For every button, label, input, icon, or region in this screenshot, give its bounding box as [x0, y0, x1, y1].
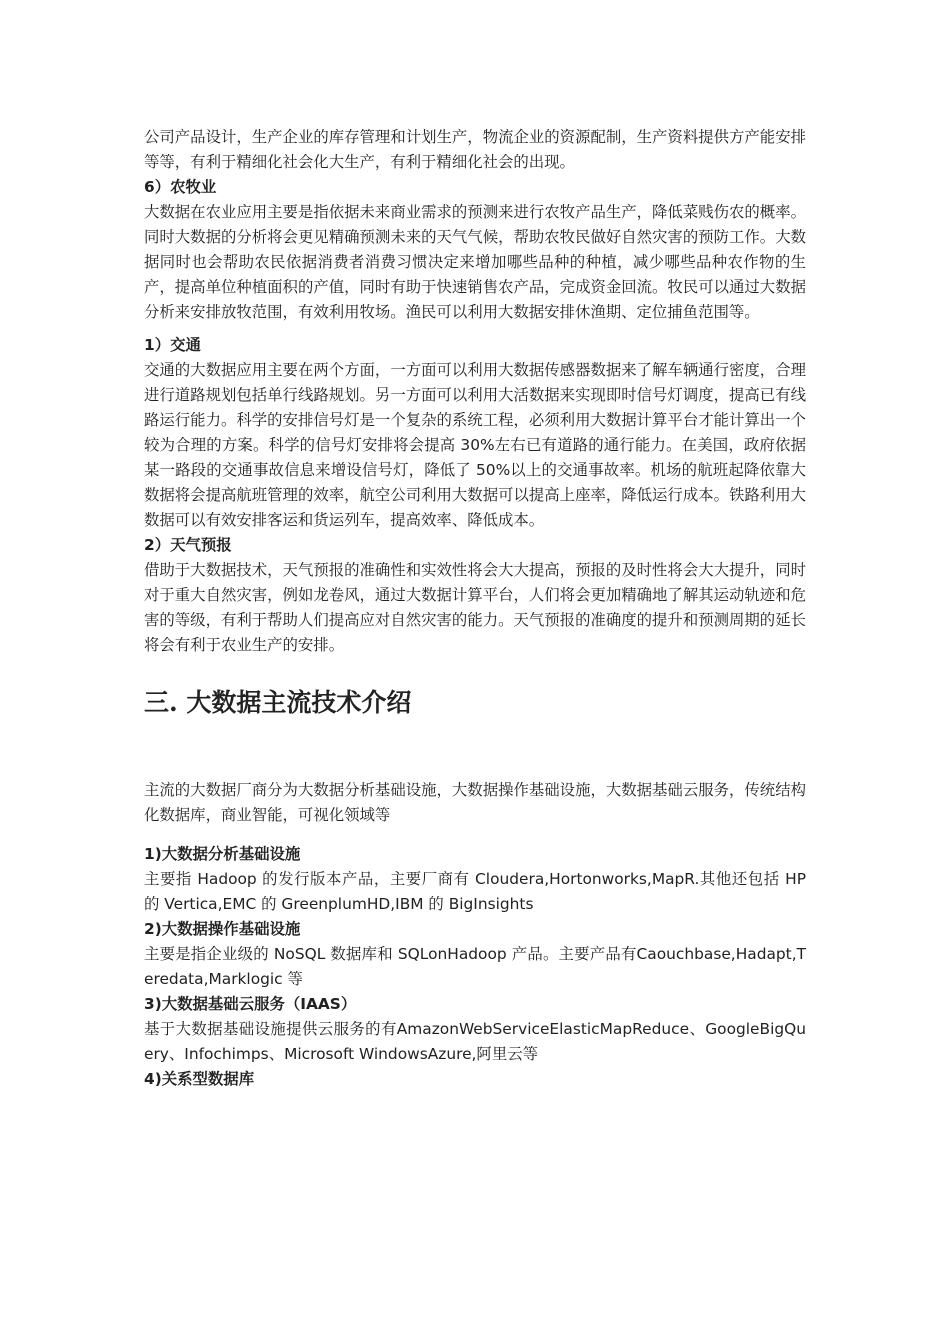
heading-ops-infra: 2)大数据操作基础设施	[144, 920, 301, 938]
heading-relational-db: 4)关系型数据库	[144, 1070, 255, 1088]
paragraph-cloud-iaas: 基于大数据基础设施提供云服务的有AmazonWebServiceElasticMapReduce、GoogleBigQuery、Infochimps、Microsoft WindowsAzure,阿里云等	[144, 1020, 806, 1063]
heading-analysis-infra: 1)大数据分析基础设施	[144, 845, 301, 863]
heading-cloud-iaas: 3)大数据基础云服务（IAAS）	[144, 995, 357, 1013]
heading-agriculture: 6）农牧业	[144, 178, 217, 196]
heading-weather: 2）天气预报	[144, 536, 232, 554]
section-title: 三. 大数据主流技术介绍	[144, 688, 412, 717]
document-page	[144, 125, 806, 1092]
paragraph-agriculture: 大数据在农业应用主要是指依据未来商业需求的预测来进行农牧产品生产，降低菜贱伤农的概率。同时大数据的分析将会更见精确预测未来的天气气候，帮助农牧民做好自然灾害的预防工作。大数据同时也会帮助农民依据消费者消费习惯决定来增加哪些品种的种植，减少哪些品种农作物的生产，提高单位种植面积的产值，同时有助于快速销售农产品，完成资金回流。牧民可以通过大数据分析来安排放牧范围，有效利用牧场。渔民可以利用大数据安排休渔期、定位捕鱼范围等。	[144, 203, 806, 321]
paragraph-ops-infra: 主要是指企业级的 NoSQL 数据库和 SQLonHadoop 产品。主要产品有Caouchbase,Hadapt,Teredata,Marklogic 等	[144, 945, 806, 988]
paragraph-traffic: 交通的大数据应用主要在两个方面，一方面可以利用大数据传感器数据来了解车辆通行密度，合理进行道路规划包括单行线路规划。另一方面可以利用大活数据来实现即时信号灯调度，提高已有线路运行能力。科学的安排信号灯是一个复杂的系统工程，必须利用大数据计算平台才能计算出一个较为合理的方案。科学的信号灯安排将会提高 30%左右已有道路的通行能力。在美国，政府依据某一路段的交通事故信息来增设信号灯，降低了 50%以上的交通事故率。机场的航班起降依靠大数据将会提高航班管理的效率，航空公司利用大数据可以提高上座率，降低运行成本。铁路利用大数据可以有效安排客运和货运列车，提高效率、降低成本。	[144, 361, 806, 529]
heading-traffic: 1）交通	[144, 336, 201, 354]
paragraph-weather: 借助于大数据技术，天气预报的准确性和实效性将会大大提高，预报的及时性将会大大提升，同时对于重大自然灾害，例如龙卷风，通过大数据计算平台，人们将会更加精确地了解其运动轨迹和危害的等级，有利于帮助人们提高应对自然灾害的能力。天气预报的准确度的提升和预测周期的延长将会有利于农业生产的安排。	[144, 561, 806, 654]
paragraph-analysis-infra: 主要指 Hadoop 的发行版本产品，主要厂商有 Cloudera,Hortonworks,MapR.其他还包括 HP 的 Vertica,EMC 的 GreenplumHD,IBM 的 BigInsights	[144, 870, 806, 913]
paragraph-intro: 公司产品设计，生产企业的库存管理和计划生产，物流企业的资源配制，生产资料提供方产能安排等等，有利于精细化社会化大生产，有利于精细化社会的出现。	[144, 128, 806, 171]
paragraph-mainstream: 主流的大数据厂商分为大数据分析基础设施，大数据操作基础设施，大数据基础云服务，传统结构化数据库，商业智能，可视化领域等	[144, 781, 806, 824]
